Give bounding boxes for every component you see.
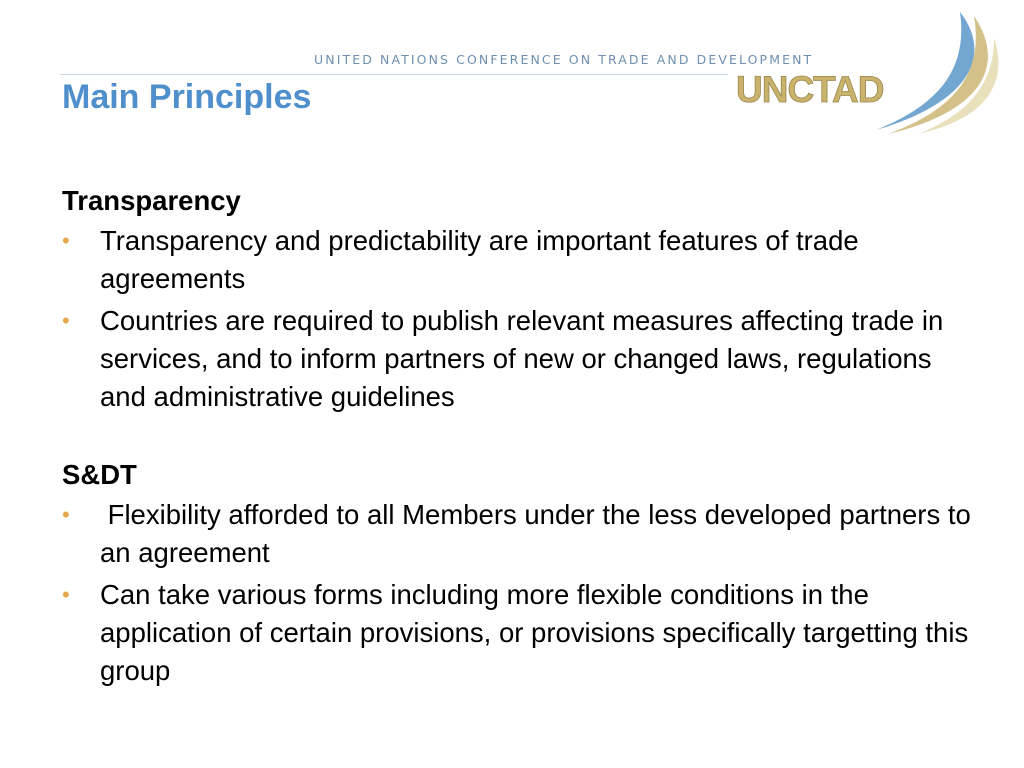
- bullet-item: [62, 576, 982, 690]
- logo-wordmark: UNCTAD: [736, 69, 884, 110]
- section-spacer: [62, 420, 982, 456]
- bullet-item: [62, 302, 982, 416]
- section-heading-transparency: Transparency: [62, 185, 241, 216]
- org-name-header: UNITED NATIONS CONFERENCE ON TRADE AND DEVELOPMENT: [314, 52, 814, 67]
- logo-swoosh-gold: [888, 16, 988, 134]
- bullet-text: Can take various forms including more flexible conditions in the application of certain provisions, or provisions specifically targetting this group: [100, 579, 969, 686]
- bullet-dot-icon: •: [62, 308, 70, 333]
- bullet-text: Countries are required to publish relevant measures affecting trade in services, and to inform partners of new or changed laws, regulations and administrative guidelines: [100, 305, 944, 412]
- slide-title: Main Principles: [62, 78, 312, 116]
- bullet-text: Transparency and predictability are important features of trade agreements: [100, 225, 859, 294]
- bullet-dot-icon: •: [62, 582, 70, 607]
- bullet-list-transparency: [62, 222, 982, 416]
- bullet-dot-icon: •: [62, 228, 70, 253]
- bullet-text: Flexibility afforded to all Members under the less developed partners to an agreement: [100, 499, 979, 568]
- header-divider: [60, 74, 728, 75]
- unctad-logo: [728, 10, 1008, 135]
- section-heading-sdt: S&DT: [62, 459, 137, 490]
- bullet-item: [62, 222, 982, 298]
- bullet-list-sdt: [62, 496, 982, 690]
- slide-body: [62, 182, 982, 694]
- bullet-item: [62, 496, 982, 572]
- bullet-dot-icon: •: [62, 502, 70, 527]
- unctad-logo-graphic: [728, 10, 1008, 135]
